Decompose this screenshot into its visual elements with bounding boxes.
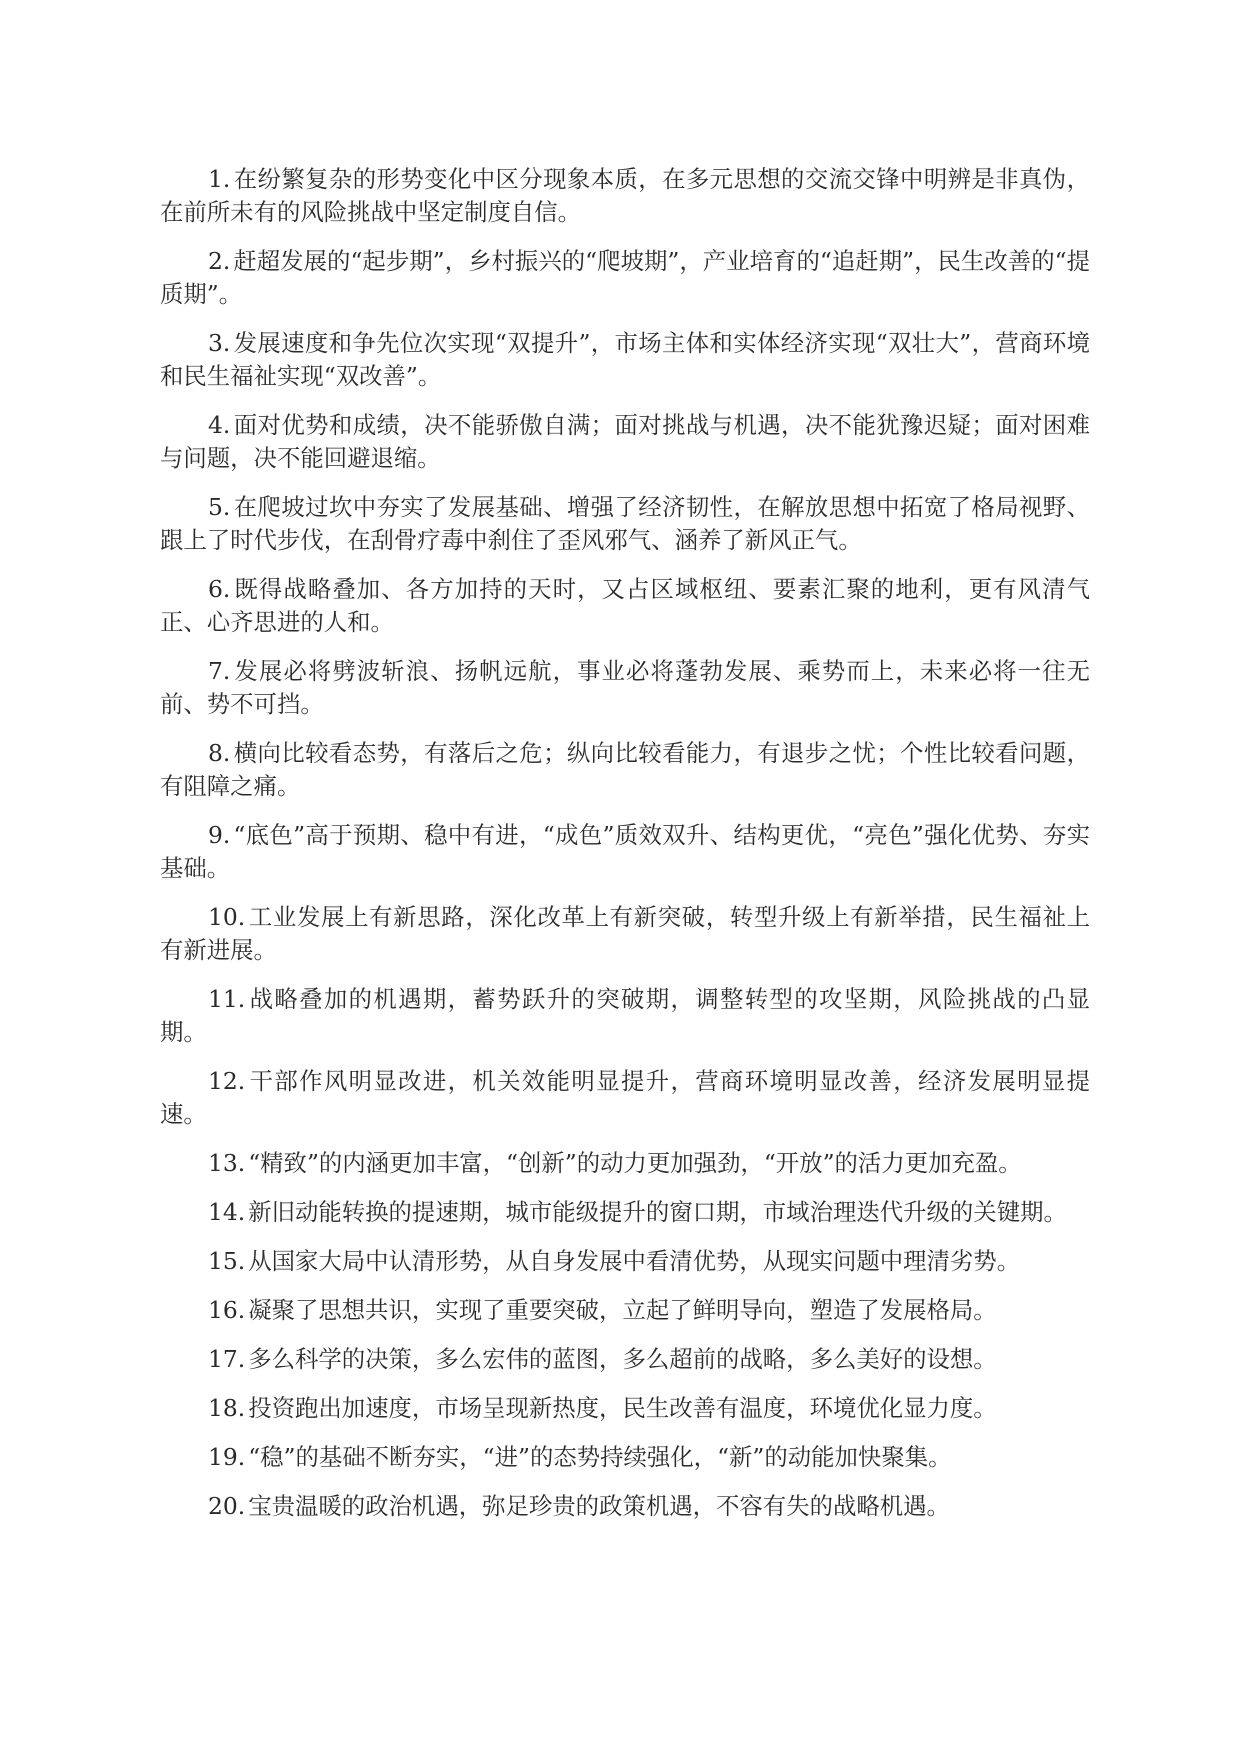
list-item xyxy=(160,1065,1090,1131)
list-item xyxy=(160,573,1090,639)
list-item xyxy=(160,1294,1090,1327)
list-item xyxy=(160,1392,1090,1425)
list-item xyxy=(160,491,1090,557)
item-text: 战略叠加的机遇期，蓄势跃升的突破期，调整转型的攻坚期，风险挑战的凸显期。 xyxy=(160,985,1090,1046)
item-text: 面对优势和成绩，决不能骄傲自满；面对挑战与机遇，决不能犹豫迟疑；面对困难与问题，决不能回避退缩。 xyxy=(160,411,1090,472)
item-number: 1. xyxy=(208,165,231,193)
list-item xyxy=(160,1490,1090,1523)
item-number: 2. xyxy=(208,247,231,275)
item-text: 投资跑出加速度，市场呈现新热度，民生改善有温度，环境优化显力度。 xyxy=(248,1394,997,1422)
item-number: 17. xyxy=(208,1345,246,1373)
list-item xyxy=(160,819,1090,885)
item-number: 10. xyxy=(208,903,246,931)
item-text: “精致”的内涵更加丰富，“创新”的动力更加强劲，“开放”的活力更加充盈。 xyxy=(248,1149,1022,1177)
list-item xyxy=(160,1441,1090,1474)
item-text: 赶超发展的“起步期”，乡村振兴的“爬坡期”，产业培育的“追赶期”，民生改善的“提质期”。 xyxy=(160,247,1090,308)
item-text: 在纷繁复杂的形势变化中区分现象本质，在多元思想的交流交锋中明辨是非真伪，在前所未有的风险挑战中坚定制度自信。 xyxy=(160,165,1090,226)
item-number: 9. xyxy=(208,821,231,849)
item-text: 既得战略叠加、各方加持的天时，又占区域枢纽、要素汇聚的地利，更有风清气正、心齐思进的人和。 xyxy=(160,575,1090,636)
item-number: 11. xyxy=(208,985,246,1013)
item-number: 3. xyxy=(208,329,231,357)
item-text: 横向比较看态势，有落后之危；纵向比较看能力，有退步之忧；个性比较看问题，有阻障之痛。 xyxy=(160,739,1090,800)
list-item xyxy=(160,1196,1090,1229)
item-number: 18. xyxy=(208,1394,246,1422)
item-text: 新旧动能转换的提速期，城市能级提升的窗口期，市域治理迭代升级的关键期。 xyxy=(248,1198,1067,1226)
item-number: 20. xyxy=(208,1492,246,1520)
item-number: 16. xyxy=(208,1296,246,1324)
item-text: 凝聚了思想共识，实现了重要突破，立起了鲜明导向，塑造了发展格局。 xyxy=(248,1296,997,1324)
item-text: 工业发展上有新思路，深化改革上有新突破，转型升级上有新举措，民生福祉上有新进展。 xyxy=(160,903,1090,964)
item-text: 干部作风明显改进，机关效能明显提升，营商环境明显改善，经济发展明显提速。 xyxy=(160,1067,1090,1128)
item-text: “稳”的基础不断夯实，“进”的态势持续强化，“新”的动能加快聚集。 xyxy=(248,1443,952,1471)
item-number: 7. xyxy=(208,657,231,685)
item-text: 从国家大局中认清形势，从自身发展中看清优势，从现实问题中理清劣势。 xyxy=(248,1247,1021,1275)
item-number: 6. xyxy=(208,575,231,603)
list-item xyxy=(160,163,1090,229)
item-text: “底色”高于预期、稳中有进，“成色”质效双升、结构更优，“亮色”强化优势、夯实基础。 xyxy=(160,821,1090,882)
item-text: 在爬坡过坎中夯实了发展基础、增强了经济韧性，在解放思想中拓宽了格局视野、跟上了时代步伐，在刮骨疗毒中刹住了歪风邪气、涵养了新风正气。 xyxy=(160,493,1090,554)
list-item xyxy=(160,409,1090,475)
item-number: 14. xyxy=(208,1198,246,1226)
list-item xyxy=(160,901,1090,967)
item-number: 8. xyxy=(208,739,231,767)
list-item xyxy=(160,1343,1090,1376)
item-number: 12. xyxy=(208,1067,246,1095)
list-item xyxy=(160,737,1090,803)
list-item xyxy=(160,327,1090,393)
list-item xyxy=(160,1245,1090,1278)
item-number: 13. xyxy=(208,1149,246,1177)
item-number: 19. xyxy=(208,1443,246,1471)
item-number: 15. xyxy=(208,1247,246,1275)
item-text: 宝贵温暖的政治机遇，弥足珍贵的政策机遇，不容有失的战略机遇。 xyxy=(248,1492,950,1520)
list-item xyxy=(160,245,1090,311)
item-text: 发展速度和争先位次实现“双提升”，市场主体和实体经济实现“双壮大”，营商环境和民生福祉实现“双改善”。 xyxy=(160,329,1090,390)
item-text: 发展必将劈波斩浪、扬帆远航，事业必将蓬勃发展、乘势而上，未来必将一往无前、势不可挡。 xyxy=(160,657,1090,718)
item-text: 多么科学的决策，多么宏伟的蓝图，多么超前的战略，多么美好的设想。 xyxy=(248,1345,997,1373)
list-item xyxy=(160,983,1090,1049)
list-item xyxy=(160,655,1090,721)
list-item xyxy=(160,1147,1090,1180)
item-number: 5. xyxy=(208,493,231,521)
document-page xyxy=(160,163,1090,1539)
item-number: 4. xyxy=(208,411,231,439)
